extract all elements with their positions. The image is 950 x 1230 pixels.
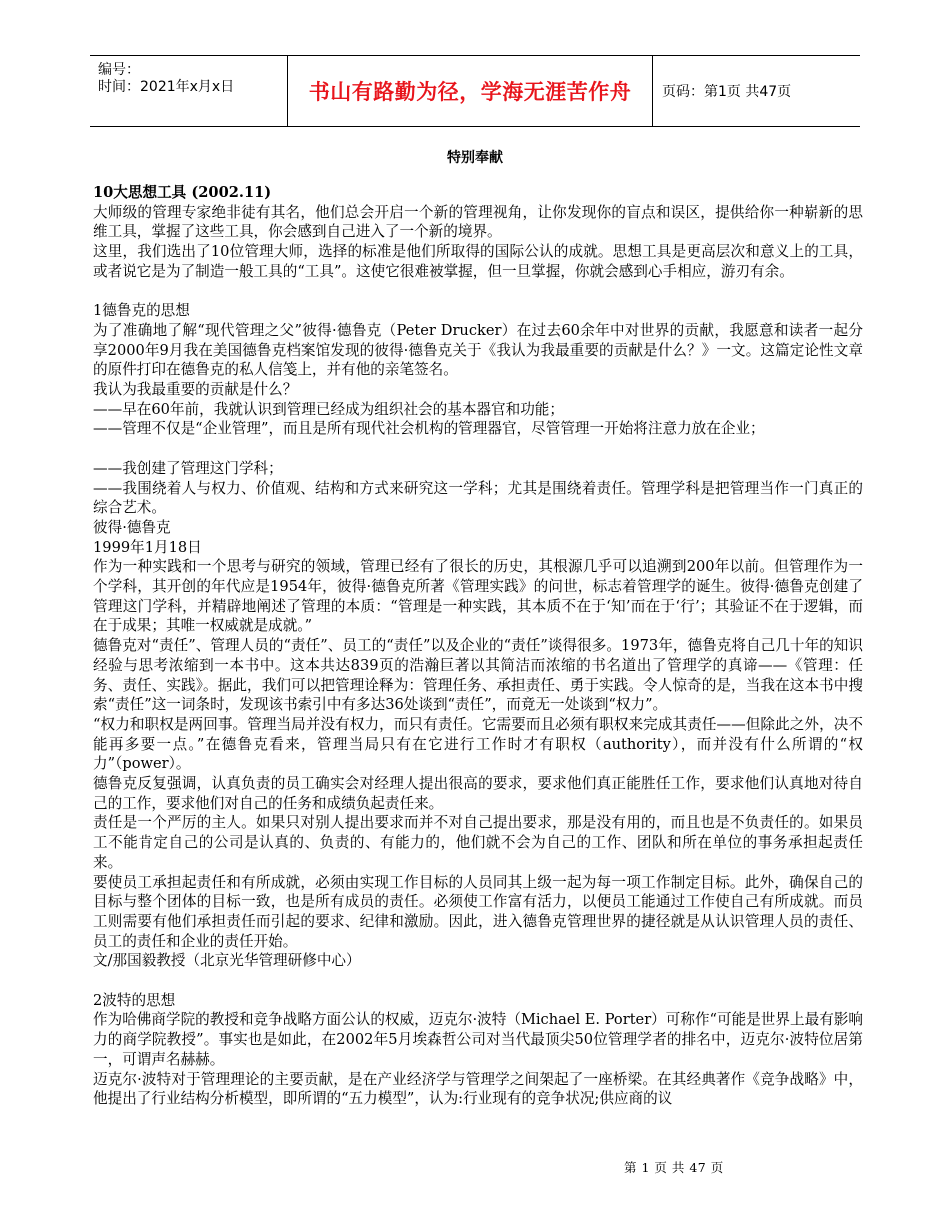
document-title: 特别奉献 xyxy=(447,150,503,166)
blank-line xyxy=(93,971,863,991)
paragraph: ——早在60年前，我就认识到管理已经成为组织社会的基本器官和功能； xyxy=(93,400,564,418)
paragraph: ——我围绕着人与权力、价值观、结构和方式来研究这一学科；尤其是围绕着责任。管理学科是把管理当作一门真正的综合艺术。 xyxy=(93,479,863,517)
paragraph: 作为一种实践和一个思考与研究的领域，管理已经有了很长的历史，其根源几乎可以追溯到200年以前。但管理作为一个学科，其开创的年代应是1954年，彼得·德鲁克所著《管理实践》的问世，标志着管理学的诞生。彼得·德鲁克创建了管理这门学科，并精辟地阐述了管理的本质：“管理是一种实践，其本质不在于‘知’而在于‘行’；其验证不在于逻辑，而在于成果；其唯一权威就是成就。” xyxy=(93,558,863,635)
date-label: 时间：2021年x月x日 xyxy=(98,79,235,95)
paragraph: 迈克尔·波特对于管理理论的主要贡献，是在产业经济学与管理学之间架起了一座桥梁。在其经典著作《竞争战略》中，他提出了行业结构分析模型，即所谓的“五力模型”，认为:行业现有的竞争状况;供应商的议 xyxy=(93,1070,863,1108)
motto-text: 书山有路勤为径，学海无涯苦作舟 xyxy=(308,80,632,104)
paragraph: “权力和职权是两回事。管理当局并没有权力，而只有责任。它需要而且必须有职权来完成其责任——但除此之外，决不能再多要一点。”在德鲁克看来，管理当局只有在它进行工作时才有职权（authority），而并没有什么所谓的“权力”（power）。 xyxy=(93,715,863,773)
paragraph: ——管理不仅是“企业管理”，而且是所有现代社会机构的管理器官，尽管管理一开始将注意力放在企业； xyxy=(93,420,765,438)
paragraph: 要使员工承担起责任和有所成就，必须由实现工作目标的人员同其上级一起为每一项工作制定目标。此外，确保自己的目标与整个团体的目标一致，也是所有成员的责任。必须使工作富有活力，以便员工能通过工作使自己有所成就。而员工则需要有他们承担责任而引起的要求、纪律和激励。因此，进入德鲁克管理世界的捷径就是从认识管理人员的责任、员工的责任和企业的责任开始。 xyxy=(93,873,863,950)
paragraph: 这里，我们选出了10位管理大师，选择的标准是他们所取得的国际公认的成就。思想工具是更高层次和意义上的工具，或者说它是为了制造一般工具的“工具”。这使它很难被掌握，但一旦掌握，你就会感到心手相应，游刃有余。 xyxy=(93,243,863,280)
header-table xyxy=(90,55,860,127)
document-body xyxy=(93,183,863,1109)
paragraph: 我认为我最重要的贡献是什么？ xyxy=(93,381,298,399)
section-subheading: 1德鲁克的思想 xyxy=(93,302,190,320)
author-credit: 文/那国毅教授（北京光华管理研修中心） xyxy=(93,952,361,970)
footer-page-number: 第 1 页 共 47 页 xyxy=(624,1160,724,1175)
signature-date: 1999年1月18日 xyxy=(93,538,202,556)
paragraph: 为了准确地了解“现代管理之父”彼得·德鲁克（Peter Drucker）在过去60余年中对世界的贡献，我愿意和读者一起分享2000年9月我在美国德鲁克档案馆发现的彼得·德鲁克关于《我认为我最重要的贡献是什么？》一文。这篇定论性文章的原件打印在德鲁克的私人信笺上，并有他的亲笔签名。 xyxy=(93,321,863,379)
section-heading: 10大思想工具 (2002.11) xyxy=(93,184,272,201)
section-subheading: 2波特的思想 xyxy=(93,991,176,1009)
paragraph: 德鲁克对“责任”、管理人员的“责任”、员工的“责任”以及企业的“责任”谈得很多。1973年，德鲁克将自己几十年的知识经验与思考浓缩到一本书中。这本共达839页的浩瀚巨著以其简洁而浓缩的书名道出了管理学的真谛——《管理：任务、责任、实践》。据此，我们可以把管理诠释为：管理任务、承担责任、勇于实践。令人惊奇的是，当我在这本书中搜索“责任”这一词条时，发现该书索引中有多达36处谈到“责任”，而竟无一处谈到“权力”。 xyxy=(93,637,863,714)
paragraph: ——我创建了管理这门学科； xyxy=(93,459,283,477)
page-info-cell xyxy=(653,56,860,126)
paragraph: 大师级的管理专家绝非徒有其名，他们总会开启一个新的管理视角，让你发现你的盲点和误区，提供给你一种崭新的思维工具，掌握了这些工具，你会感到自己进入了一个新的境界。 xyxy=(93,203,863,241)
blank-line xyxy=(93,282,863,302)
signature-name: 彼得·德鲁克 xyxy=(93,518,171,536)
paragraph: 德鲁克反复强调，认真负责的员工确实会对经理人提出很高的要求，要求他们真正能胜任工作，要求他们认真地对待自己的工作，要求他们对自己的任务和成绩负起责任来。 xyxy=(93,775,863,812)
number-label: 编号： xyxy=(98,62,140,78)
motto-cell xyxy=(287,56,653,126)
paragraph: 作为哈佛商学院的教授和竞争战略方面公认的权威，迈克尔·波特（Michael E. Porter）可称作“可能是世界上最有影响力的商学院教授”。事实也是如此，在2002年5月埃森哲公司对当代最顶尖50位管理学者的排名中，迈克尔·波特位居第一，可谓声名赫赫。 xyxy=(93,1011,863,1068)
header-meta-cell xyxy=(90,56,287,126)
blank-line xyxy=(93,439,863,459)
paragraph: 责任是一个严厉的主人。如果只对别人提出要求而并不对自己提出要求，那是没有用的，而且也是不负责任的。如果员工不能肯定自己的公司是认真的、负责的、有能力的，他们就不会为自己的工作、团队和所在单位的事务承担起责任来。 xyxy=(93,814,863,871)
page-label: 页码：第1页 共47页 xyxy=(662,84,792,100)
